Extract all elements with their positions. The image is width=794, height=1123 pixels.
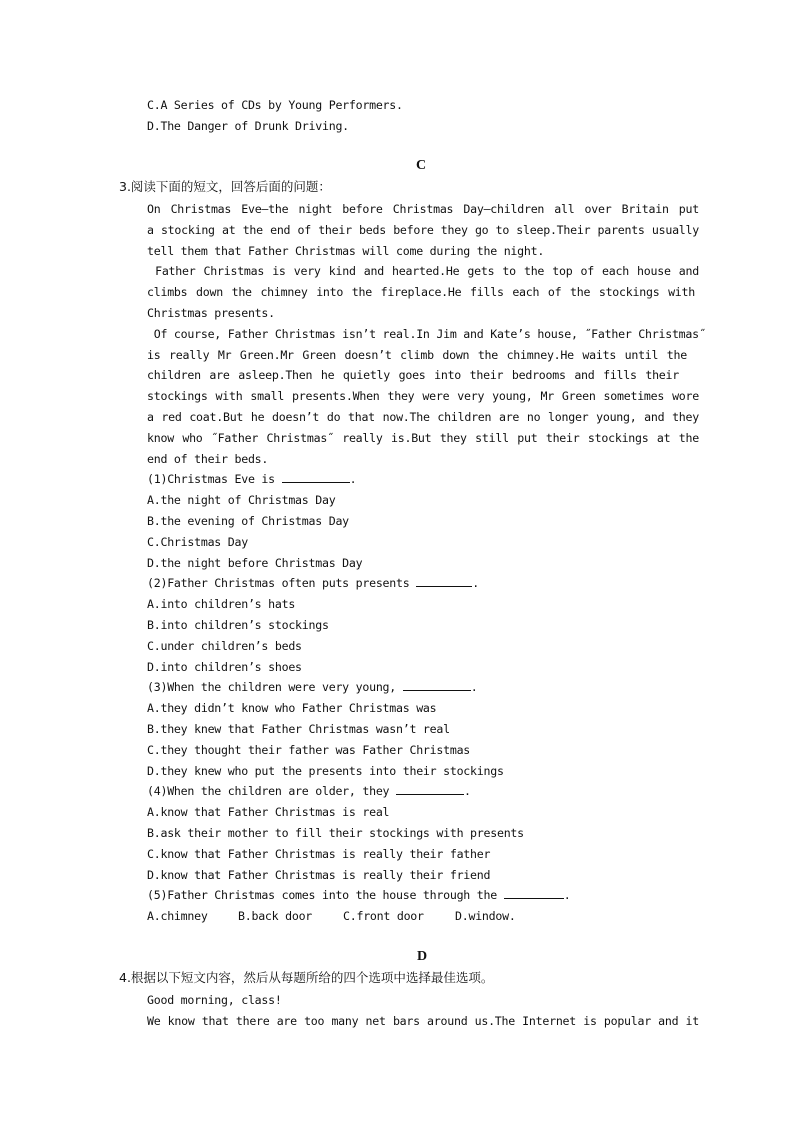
passage-line: We know that there are too many net bars around us.The Internet is popular and it (147, 1014, 699, 1028)
question-5-option-a: A.chimney (147, 909, 208, 923)
question-3-option-a: A.they didn’t know who Father Christmas was (147, 701, 437, 715)
passage-line: is really Mr Green.Mr Green doesn’t climb down the chimney.He waits until the (147, 348, 687, 362)
answer-blank (504, 888, 564, 899)
option-d: D.The Danger of Drunk Driving. (147, 119, 349, 133)
question-4-option-c: C.know that Father Christmas is really their father (147, 847, 491, 861)
question-1-option-c: C.Christmas Day (147, 535, 248, 549)
passage-line: Christmas presents. (147, 306, 275, 320)
passage-line: climbs down the chimney into the fireplace.He fills each of the stockings with (147, 285, 695, 299)
question-3-stem: (3)When the children were very young, . (147, 680, 478, 694)
section-c-heading: C (416, 158, 426, 173)
passage-line: Of course, Father Christmas isn’t real.In Jim and Kate’s house, ˝Father Christmas˝ (147, 327, 706, 341)
question-5-stem: (5)Father Christmas comes into the house through the . (147, 888, 571, 902)
question-4-option-a: A.know that Father Christmas is real (147, 805, 390, 819)
passage-line: stockings with small presents.When they were very young, Mr Green sometimes wore (147, 389, 699, 403)
question-2-stem: (2)Father Christmas often puts presents . (147, 576, 479, 590)
question-4-option-b: B.ask their mother to fill their stockings with presents (147, 826, 524, 840)
option-c: C.A Series of CDs by Young Performers. (147, 98, 403, 112)
question-3-option-d: D.they knew who put the presents into their stockings (147, 764, 504, 778)
passage-line: Good morning, class! (147, 993, 282, 1007)
question-3-option-b: B.they knew that Father Christmas wasn’t real (147, 722, 450, 736)
question-4-option-d: D.know that Father Christmas is really their friend (147, 868, 491, 882)
answer-blank (416, 576, 472, 587)
section-d-heading: D (417, 949, 427, 964)
question-1-option-d: D.the night before Christmas Day (147, 556, 363, 570)
question-4-instruction: 4.根据以下短文内容，然后从每题所给的四个选项中选择最佳选项。 (119, 970, 494, 985)
passage-line: tell them that Father Christmas will come during the night. (147, 244, 545, 258)
question-5-option-c: C.front door (343, 909, 424, 923)
question-5-option-d: D.window. (455, 909, 516, 923)
question-2-option-d: D.into children’s shoes (147, 660, 302, 674)
question-3-instruction: 3.阅读下面的短文，回答后面的问题： (119, 179, 331, 194)
answer-blank (282, 472, 350, 483)
passage-line: children are asleep.Then he quietly goes into their bedrooms and fills their (147, 368, 679, 382)
question-2-option-c: C.under children’s beds (147, 639, 302, 653)
question-1-option-a: A.the night of Christmas Day (147, 493, 336, 507)
question-5-option-b: B.back door (238, 909, 313, 923)
passage-line: Father Christmas is very kind and hearted.He gets to the top of each house and (147, 264, 699, 278)
passage-line: end of their beds. (147, 452, 269, 466)
question-2-option-b: B.into children’s stockings (147, 618, 329, 632)
question-2-option-a: A.into children’s hats (147, 597, 296, 611)
answer-blank (403, 680, 471, 691)
answer-blank (396, 784, 464, 795)
passage-line: a red coat.But he doesn’t do that now.The children are no longer young, and they (147, 410, 699, 424)
question-1-option-b: B.the evening of Christmas Day (147, 514, 349, 528)
passage-line: know who ˝Father Christmas˝ really is.But they still put their stockings at the (147, 431, 699, 445)
question-4-stem: (4)When the children are older, they . (147, 784, 471, 798)
passage-line: a stocking at the end of their beds before they go to sleep.Their parents usually (147, 223, 699, 237)
passage-line: On Christmas Eve—the night before Christmas Day—children all over Britain put (147, 202, 699, 216)
question-1-stem: (1)Christmas Eve is . (147, 472, 357, 486)
question-3-option-c: C.they thought their father was Father Christmas (147, 743, 471, 757)
